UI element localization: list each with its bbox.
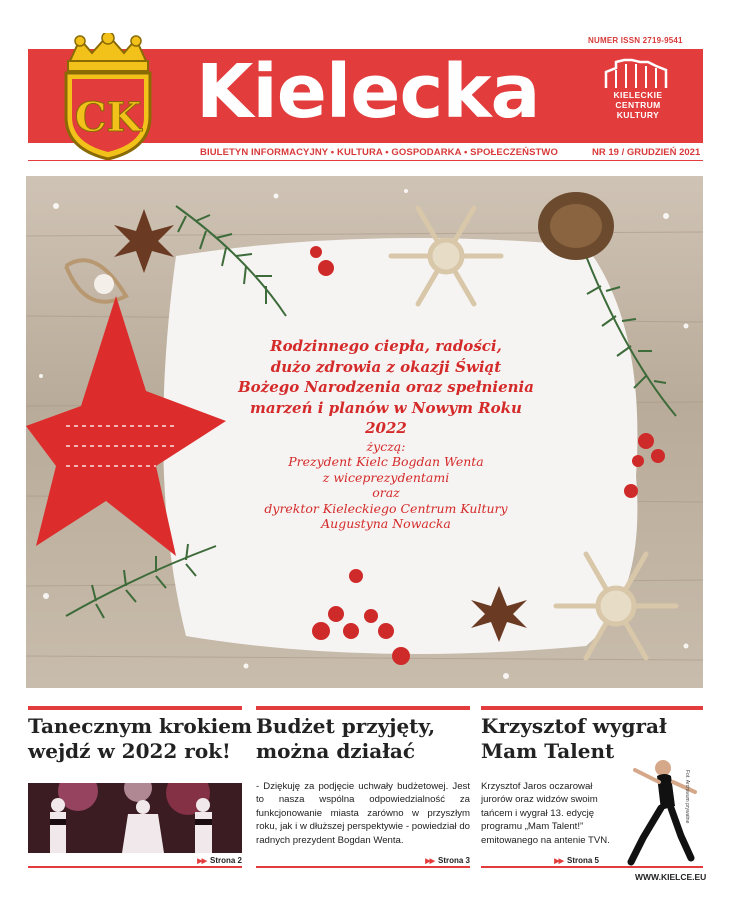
article-title[interactable]: Budżet przyjęty, można działać <box>256 714 436 763</box>
greeting-line: Bożego Narodzenia oraz spełnienia <box>238 378 534 396</box>
article-talent[interactable] <box>481 706 703 868</box>
greeting-signature: oraz <box>372 485 400 500</box>
page-link[interactable]: ▶▶ Strona 2 <box>197 856 242 865</box>
article-top-rule <box>481 706 703 710</box>
christmas-greeting-image <box>26 176 703 688</box>
article-top-rule <box>256 706 470 710</box>
photo-credit: Fot. Archiwum prywatne <box>684 770 690 824</box>
greeting-text <box>236 336 536 532</box>
greeting-line: dużo zdrowia z okazji Świąt <box>270 357 502 376</box>
greeting-signature: dyrektor Kieleckiego Centrum Kultury <box>264 500 508 516</box>
greeting-signature: z wiceprezydentami <box>322 469 450 485</box>
dance-performance-photo <box>28 783 242 853</box>
article-title[interactable]: Krzysztof wygrał Mam Talent <box>481 714 667 763</box>
masthead-divider <box>28 160 703 161</box>
svg-text:CK: CK <box>74 94 142 141</box>
article-dance[interactable] <box>28 706 253 868</box>
greeting-signature: życzą: <box>366 438 406 454</box>
greeting-signature: Augustyna Nowacka <box>321 516 451 531</box>
issn-number: NUMER ISSN 2719-9541 <box>588 36 683 45</box>
page-link[interactable]: ▶▶ Strona 3 <box>425 856 470 865</box>
article-bottom-rule <box>256 866 470 868</box>
article-top-rule <box>28 706 242 710</box>
article-title[interactable]: Tanecznym krokiem wejdź w 2022 rok! <box>28 714 253 763</box>
kck-logo-text: KIELECKIE CENTRUM KULTURY <box>613 90 663 120</box>
page-link[interactable]: ▶▶ Strona 5 <box>554 856 599 865</box>
article-budget[interactable] <box>256 706 470 868</box>
website-link[interactable]: WWW.KIELCE.EU <box>635 872 707 882</box>
greeting-signature: Prezydent Kielc Bogdan Wenta <box>288 454 484 469</box>
greeting-line: Rodzinnego ciepła, radości, <box>270 337 502 355</box>
article-lead: Krzysztof Jaros oczarował jurorów oraz widzów swoim tańcem i wygrał 13. edycję programu „Mam Talent!” emitowanego na antenie TVN. <box>481 781 610 846</box>
issue-number: NR 19 / GRUDZIEŃ 2021 <box>592 147 701 158</box>
article-lead: - Dziękuję za podjęcie uchwały budżetowej. Jest to nasza wspólna odpowiedzialność za funkcjonowanie miasta zarówno w przyszłym roku, jak i w dłuższej perspektywie - powiedział do radnych prezydent Bogdan Wenta. <box>256 781 470 846</box>
city-crest-icon <box>52 33 164 161</box>
masthead-subtitle: BIULETYN INFORMACYJNY • KULTURA • GOSPODARKA • SPOŁECZEŃSTWO <box>200 147 558 158</box>
greeting-line: marzeń i planów w Nowym Roku 2022 <box>250 398 522 437</box>
article-bottom-rule <box>481 866 703 868</box>
masthead-title: Kielecka <box>196 49 540 135</box>
article-bottom-rule <box>28 866 242 868</box>
